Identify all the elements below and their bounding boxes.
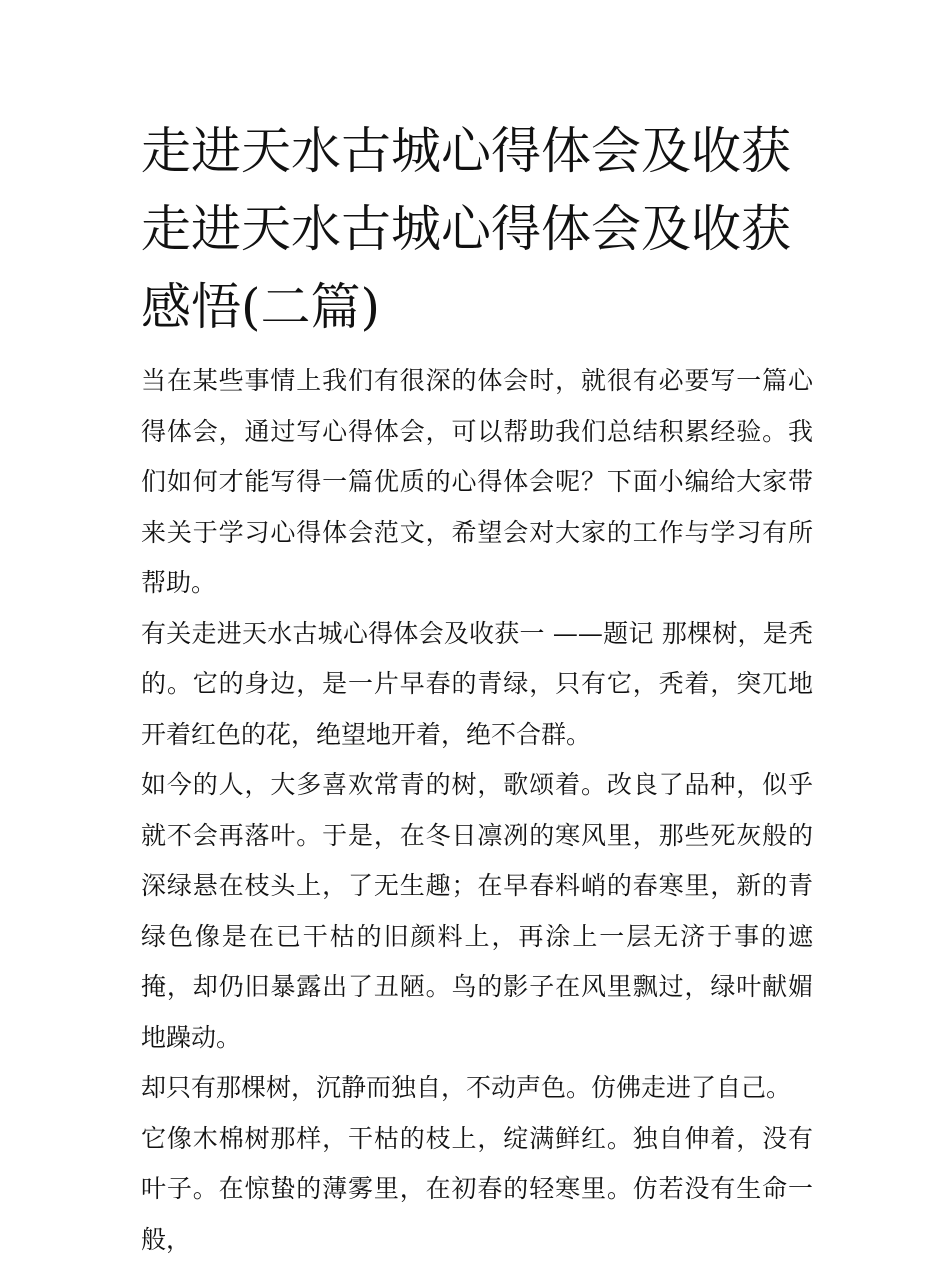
body-paragraph-2: 如今的人，大多喜欢常青的树，歌颂着。改良了品种，似乎就不会再落叶。于是，在冬日凛冽的寒风里，那些死灰般的深绿悬在枝头上，了无生趣；在早春料峭的春寒里，新的青绿色像是在已干枯的旧颜料上，再涂上一层无济于事的遮掩，却仍旧暴露出了丑陋。鸟的影子在风里飘过，绿叶献媚地躁动。 — [141, 760, 813, 1063]
body-paragraph-4: 它像木棉树那样，干枯的枝上，绽满鲜红。独自伸着，没有叶子。在惊蛰的薄雾里，在初春的轻寒里。仿若没有生命一般， — [141, 1114, 813, 1265]
body-paragraph-3: 却只有那棵树，沉静而独自，不动声色。仿佛走进了自己。 — [141, 1063, 813, 1114]
document-page — [141, 112, 813, 1265]
body-paragraph-intro: 当在某些事情上我们有很深的体会时，就很有必要写一篇心得体会，通过写心得体会，可以帮助我们总结积累经验。我们如何才能写得一篇优质的心得体会呢？下面小编给大家带来关于学习心得体会范文，希望会对大家的工作与学习有所帮助。 — [141, 356, 813, 609]
document-title: 走进天水古城心得体会及收获走进天水古城心得体会及收获感悟(二篇) — [141, 112, 813, 346]
body-paragraph-1: 有关走进天水古城心得体会及收获一 ——题记 那棵树，是秃的。它的身边，是一片早春的青绿，只有它，秃着，突兀地开着红色的花，绝望地开着，绝不合群。 — [141, 609, 813, 761]
